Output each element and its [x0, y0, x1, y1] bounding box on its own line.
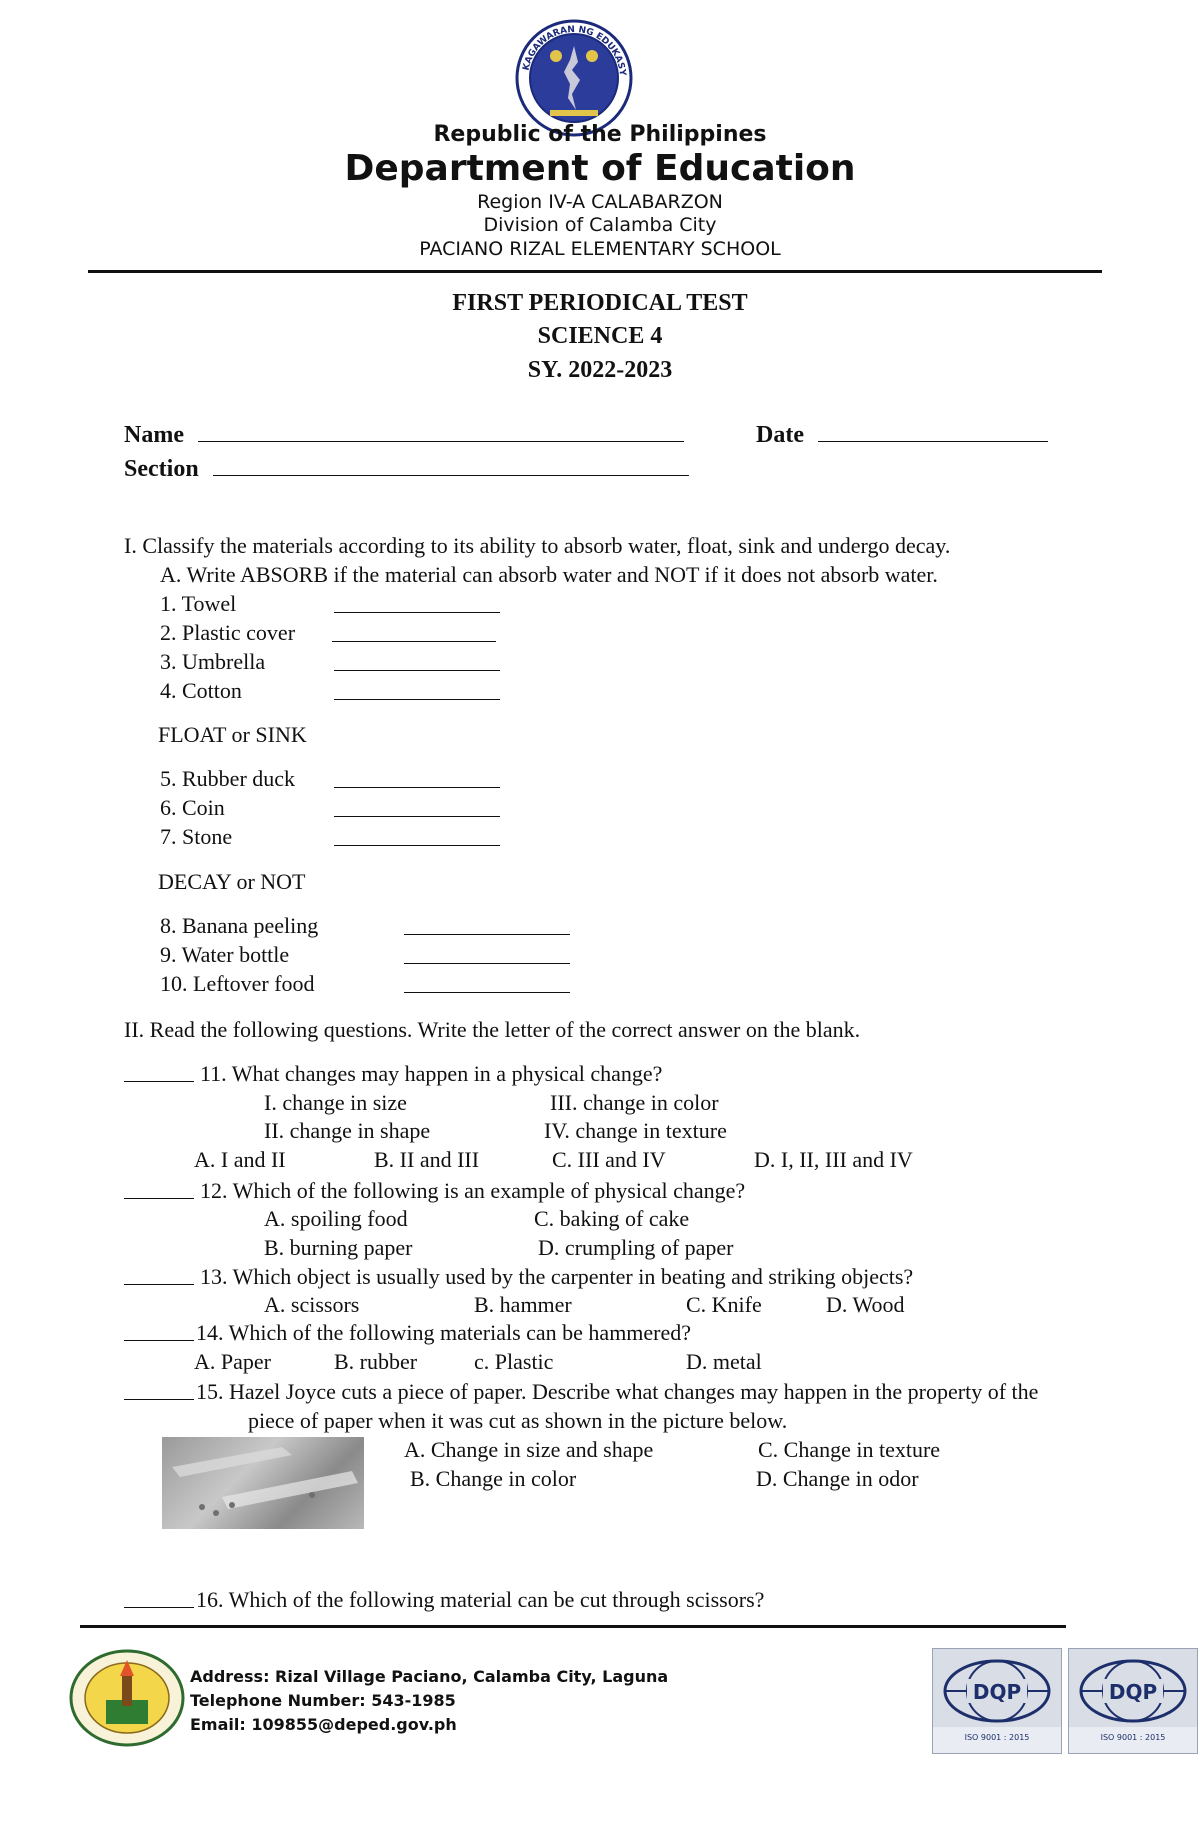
q15-choice-d: D. Change in odor [756, 1466, 919, 1491]
list-item: 7. Stone [160, 824, 233, 849]
iso-certification-badge [1068, 1648, 1198, 1754]
q12-stem: 12. Which of the following is an example of physical change? [200, 1178, 746, 1203]
q11-roman-1: I. change in size [264, 1090, 407, 1115]
answer-blank[interactable] [404, 945, 570, 964]
test-title: FIRST PERIODICAL TEST [452, 290, 748, 316]
q11-choice-c: C. III and IV [552, 1147, 666, 1172]
answer-blank[interactable] [334, 652, 500, 671]
list-item: 3. Umbrella [160, 649, 266, 674]
q12-choice-d: D. crumpling of paper [538, 1235, 734, 1260]
svg-text:KAGAWARAN NG EDUKASYON: KAGAWARAN NG EDUKASY [521, 24, 627, 77]
answer-blank[interactable] [334, 594, 500, 613]
q11-roman-4: IV. change in texture [544, 1118, 727, 1143]
republic-line: Republic of the Philippines [433, 122, 767, 147]
q11-choice-b: B. II and III [374, 1147, 480, 1172]
section-label: Section [124, 456, 199, 482]
svg-text:ISO 9001 : 2015: ISO 9001 : 2015 [1100, 1733, 1166, 1742]
list-item: 5. Rubber duck [160, 766, 296, 791]
answer-blank[interactable] [124, 1322, 194, 1341]
q13-choice-c: C. Knife [686, 1292, 762, 1317]
list-item: 1. Towel [160, 591, 237, 616]
list-item: 2. Plastic cover [160, 620, 296, 645]
list-item: 4. Cotton [160, 678, 242, 703]
q13-stem: 13. Which object is usually used by the carpenter in beating and striking objects? [200, 1264, 914, 1289]
name-field[interactable] [124, 422, 684, 449]
department-title: Department of Education [344, 148, 856, 189]
part2-instruction: II. Read the following questions. Write the letter of the correct answer on the blank. [124, 1017, 861, 1042]
answer-blank[interactable] [404, 916, 570, 935]
q15-choice-a: A. Change in size and shape [404, 1437, 654, 1462]
float-heading: FLOAT or SINK [158, 722, 307, 747]
q13-choice-a: A. scissors [264, 1292, 360, 1317]
q16-stem: 16. Which of the following material can be cut through scissors? [196, 1587, 765, 1612]
list-item: 9. Water bottle [160, 942, 290, 967]
q15-stem-line2: piece of paper when it was cut as shown in the picture below. [248, 1408, 788, 1433]
footer-address: Address: Rizal Village Paciano, Calamba City, Laguna [190, 1667, 669, 1686]
q13-choice-d: D. Wood [826, 1292, 905, 1317]
school-year: SY. 2022-2023 [527, 357, 673, 383]
answer-blank[interactable] [124, 1063, 194, 1082]
q14-stem: 14. Which of the following materials can be hammered? [196, 1320, 692, 1345]
list-item: 10. Leftover food [160, 971, 315, 996]
svg-text:DQP: DQP [972, 1680, 1022, 1704]
q11-choice-d: D. I, II, III and IV [754, 1147, 913, 1172]
q11-roman-3: III. change in color [550, 1090, 719, 1115]
q11-roman-2: II. change in shape [264, 1118, 431, 1143]
scissors-cutting-paper-photo [162, 1437, 364, 1529]
part1-sub-a: A. Write ABSORB if the material can absorb water and NOT if it does not absorb water. [160, 562, 938, 587]
q14-choice-a: A. Paper [194, 1349, 271, 1374]
region-line: Region IV-A CALABARZON [477, 191, 723, 213]
answer-blank[interactable] [124, 1266, 194, 1285]
svg-text:ISO 9001 : 2015: ISO 9001 : 2015 [964, 1733, 1030, 1742]
list-item: 8. Banana peeling [160, 913, 319, 938]
division-line: Division of Calamba City [483, 214, 717, 236]
deped-seal [514, 18, 634, 138]
name-label: Name [124, 422, 184, 448]
header-divider [88, 270, 1102, 273]
answer-blank[interactable] [334, 681, 500, 700]
date-field[interactable] [756, 422, 1048, 449]
q15-stem-line1: 15. Hazel Joyce cuts a piece of paper. Describe what changes may happen in the property of the [196, 1379, 1039, 1404]
footer-telephone: Telephone Number: 543-1985 [190, 1691, 456, 1710]
svg-text:DQP: DQP [1108, 1680, 1158, 1704]
part1-instruction: I. Classify the materials according to its ability to absorb water, float, sink and undergo decay. [124, 533, 951, 558]
q12-choice-a: A. spoiling food [264, 1206, 408, 1231]
q13-choice-b: B. hammer [474, 1292, 572, 1317]
answer-blank[interactable] [334, 798, 500, 817]
q12-choice-c: C. baking of cake [534, 1206, 690, 1231]
q11-choice-a: A. I and II [194, 1147, 286, 1172]
answer-blank[interactable] [404, 974, 570, 993]
school-logo [68, 1648, 186, 1748]
q14-choice-d: D. metal [686, 1349, 762, 1374]
q11-stem: 11. What changes may happen in a physical change? [200, 1061, 663, 1086]
school-line: PACIANO RIZAL ELEMENTARY SCHOOL [419, 238, 781, 260]
answer-blank[interactable] [124, 1381, 194, 1400]
answer-blank[interactable] [334, 769, 500, 788]
answer-blank[interactable] [332, 623, 496, 642]
answer-blank[interactable] [124, 1589, 194, 1608]
q15-choice-c: C. Change in texture [758, 1437, 941, 1462]
list-item: 6. Coin [160, 795, 225, 820]
answer-blank[interactable] [124, 1180, 194, 1199]
q14-choice-c: c. Plastic [474, 1349, 554, 1374]
iso-certification-badge [932, 1648, 1062, 1754]
q12-choice-b: B. burning paper [264, 1235, 413, 1260]
q14-choice-b: B. rubber [334, 1349, 418, 1374]
footer-email: Email: 109855@deped.gov.ph [190, 1715, 457, 1734]
q15-choice-b: B. Change in color [410, 1466, 577, 1491]
answer-blank[interactable] [334, 827, 500, 846]
footer-divider [80, 1625, 1066, 1628]
date-label: Date [756, 422, 804, 448]
section-field[interactable] [124, 456, 689, 483]
decay-heading: DECAY or NOT [158, 869, 306, 894]
subject-title: SCIENCE 4 [537, 323, 663, 349]
